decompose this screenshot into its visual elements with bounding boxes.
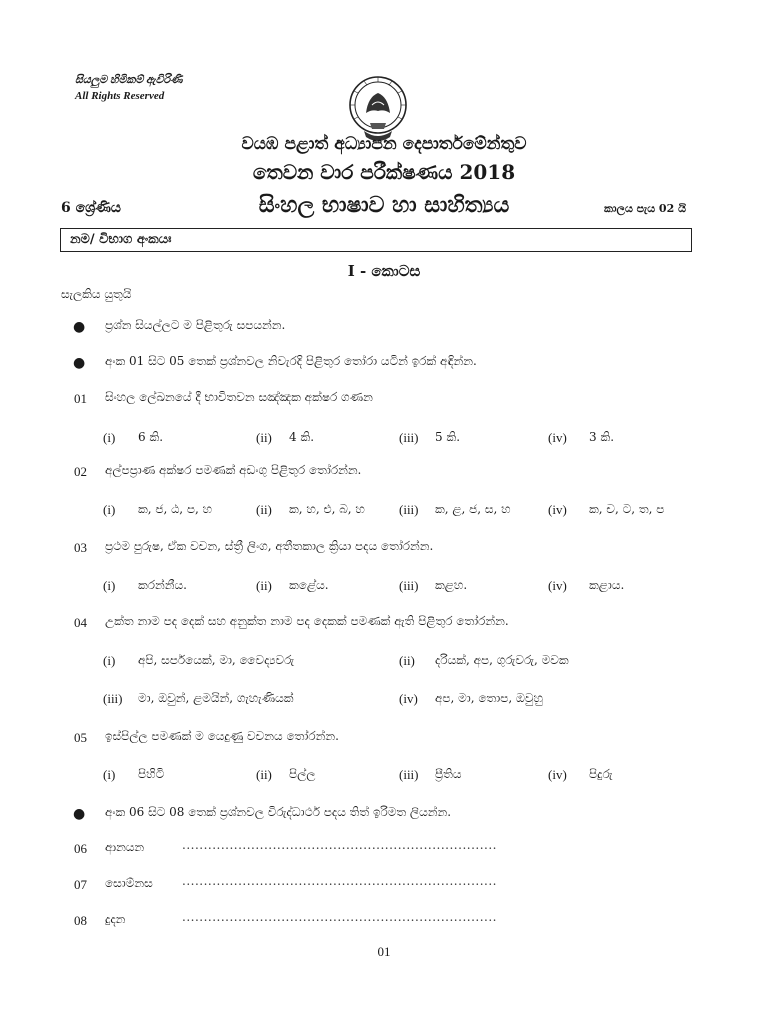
antonym-word: සොම්නස [105, 876, 153, 890]
option-roman: (ii) [256, 502, 272, 517]
option-text[interactable]: ක, ජ, ඨ, ප, හ [138, 502, 213, 516]
option-text[interactable]: පිල්ල [289, 767, 316, 781]
antonym-word: ආනයන [105, 840, 145, 854]
bullet-icon: ● [73, 355, 86, 371]
option-roman: (iv) [548, 578, 567, 593]
page-number: 01 [377, 944, 391, 959]
answer-dotted-line[interactable]: ......................................................................... [182, 838, 497, 852]
question-text: සිංහල ලේඛනයේ දී භාවිතවන සඤ්ඤක අක්ෂර ගණන [105, 390, 373, 404]
option-roman: (iii) [399, 430, 419, 445]
option-text[interactable]: අප, මා, තොප, ඔවුහු [435, 691, 543, 705]
bullet-icon: ● [73, 319, 86, 335]
option-text[interactable]: ක, ළ, ජ, ස, හ [435, 502, 511, 516]
antonym-word: දුදන [105, 912, 126, 926]
option-roman: (iv) [548, 430, 567, 445]
question-number: 05 [74, 730, 87, 745]
question-number: 04 [74, 615, 87, 630]
question-text: ඉස්පිල්ල පමණක් ම යෙදුණු වචනය තෝරන්න. [105, 729, 339, 743]
option-text[interactable]: මා, ඔවුන්, ළමයින්, ගැහැණියක් [138, 691, 294, 705]
option-text[interactable]: 4 කි. [289, 430, 315, 444]
option-text[interactable]: අපි, සර්පයෙක්, මා, වෛද්‍යවරු [138, 653, 295, 667]
option-roman: (i) [103, 653, 116, 668]
option-roman: (iv) [548, 767, 567, 782]
rights-english: All Rights Reserved [75, 90, 165, 102]
subject-title: සිංහල භාෂාව හා සාහිත්‍යය [258, 192, 510, 218]
question-number: 07 [74, 877, 87, 892]
option-roman: (ii) [256, 767, 272, 782]
option-text[interactable]: ප්‍රීතිය [435, 767, 462, 781]
option-roman: (i) [103, 502, 116, 517]
option-roman: (iv) [548, 502, 567, 517]
option-roman: (i) [103, 578, 116, 593]
option-roman: (iv) [399, 691, 418, 706]
question-text: අල්පප්‍රාණ අක්ෂර පමණක් අඩංගු පිළිතුර තෝරන්න. [105, 463, 362, 477]
option-text[interactable]: කළාය. [589, 578, 625, 592]
option-roman: (i) [103, 430, 116, 445]
option-text[interactable]: 5 කි. [435, 430, 461, 444]
option-text[interactable]: පිහිටි [138, 767, 165, 781]
option-roman: (i) [103, 767, 116, 782]
option-text[interactable]: දරියක්, අප, ගුරුවරු, මවක [435, 653, 569, 667]
question-number: 06 [74, 841, 87, 856]
option-text[interactable]: 6 කි. [138, 430, 164, 444]
grade-label: 6 ශ්‍රේණිය [61, 200, 121, 216]
question-number: 03 [74, 540, 87, 555]
department-name: වයඹ පළාත් අධ්‍යාපන දෙපාර්තමේන්තුව [241, 134, 527, 154]
question-text: උක්ත නාම පද දෙක් සහ අනුක්ත නාම පද දෙකක් පමණක් ඇති පිළිතුර තෝරන්න. [105, 614, 509, 628]
question-number: 01 [74, 391, 87, 406]
name-index-box[interactable] [60, 228, 692, 252]
part2-instruction: අංක 06 සිට 08 තෙක් ප්‍රශ්නවල විරුද්ධාර්ථ පදය තිත් ඉරිමත ලියන්න. [105, 805, 452, 819]
question-text: ප්‍රථම පුරුෂ, ඒක වචන, ස්ත්‍රී ලිංග, අතීතකාල ක්‍රියා පදය තෝරන්න. [105, 539, 434, 553]
option-roman: (iii) [103, 691, 123, 706]
answer-dotted-line[interactable]: ......................................................................... [182, 874, 497, 888]
bullet-icon: ● [73, 806, 86, 822]
exam-title: තෙවන වාර පරීක්ෂණය 2018 [252, 160, 516, 184]
name-index-label: නම/ විභාග අංකයඃ [70, 232, 172, 247]
instruction-1: ප්‍රශ්න සියල්ලට ම පිළිතුරු සපයන්න. [105, 318, 286, 332]
answer-dotted-line[interactable]: ......................................................................... [182, 910, 497, 924]
option-roman: (ii) [256, 430, 272, 445]
option-roman: (ii) [399, 653, 415, 668]
option-text[interactable]: ක, ච, ට, ත, ප [589, 502, 665, 516]
option-roman: (iii) [399, 578, 419, 593]
option-text[interactable]: කළහ. [435, 578, 468, 592]
question-number: 08 [74, 913, 87, 928]
option-text[interactable]: ක, හ, එ, බ, හ [289, 502, 365, 516]
instruction-2: අංක 01 සිට 05 තෙක් ප්‍රශ්නවල නිවැරදි පිළිතුර තෝරා යටින් ඉරක් අඳින්න. [105, 354, 477, 368]
option-roman: (iii) [399, 502, 419, 517]
option-roman: (iii) [399, 767, 419, 782]
section-title: I - කොටස [347, 262, 421, 280]
note-heading: සැලකිය යුතුයි [61, 287, 132, 301]
option-roman: (ii) [256, 578, 272, 593]
option-text[interactable]: කළේය. [289, 578, 329, 592]
option-text[interactable]: පිදුරු [589, 767, 613, 781]
rights-sinhala: සියලුම හිමිකම් ඇවිරිණි [75, 74, 183, 86]
option-text[interactable]: කරන්නීය. [138, 578, 187, 592]
option-text[interactable]: 3 කි. [589, 430, 615, 444]
time-label: කාලය පැය 02 යි [604, 202, 686, 215]
question-number: 02 [74, 464, 87, 479]
